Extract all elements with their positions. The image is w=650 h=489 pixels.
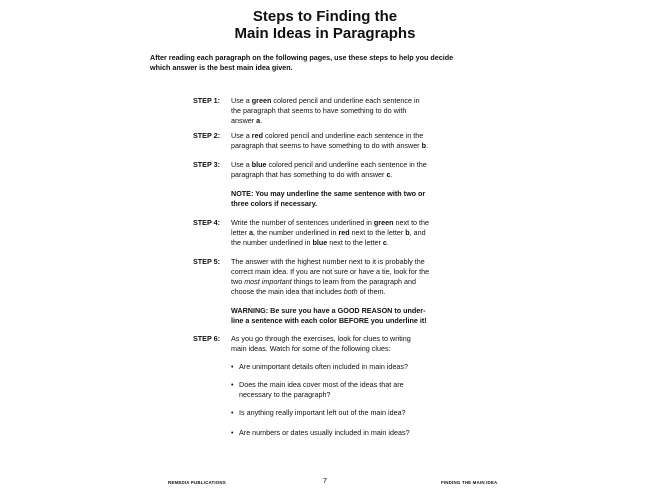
text-run: correct main idea. If you are not sure or have a tie, look for the bbox=[231, 267, 430, 276]
list-item bbox=[231, 428, 461, 438]
text-run: . bbox=[390, 170, 393, 179]
step-4-label: STEP 4: bbox=[193, 218, 221, 227]
text-run: things to learn from the paragraph and bbox=[291, 277, 416, 286]
text-run: answer bbox=[231, 116, 257, 125]
step-6-text bbox=[231, 334, 461, 354]
bullet-text: Are unimportant details often included in main ideas? bbox=[239, 362, 409, 371]
page-title-line-1: Steps to Finding the bbox=[252, 8, 398, 25]
step-3-label: STEP 3: bbox=[193, 160, 221, 169]
text-run: next to the letter bbox=[349, 228, 406, 237]
text-run: . bbox=[260, 116, 263, 125]
keyword-blue: blue bbox=[251, 160, 267, 169]
letter-b: b bbox=[405, 228, 410, 237]
step-2-text bbox=[231, 131, 461, 151]
bullet-text: Are numbers or dates usually included in main ideas? bbox=[239, 428, 410, 437]
text-run: As you go through the exercises, look for clues to writing bbox=[231, 334, 411, 343]
bullet-text: Is anything really important left out of the main idea? bbox=[239, 408, 406, 417]
bullet-text: necessary to the paragraph? bbox=[239, 390, 331, 399]
text-run: Use a bbox=[231, 131, 252, 140]
text-run: colored pencil and underline each sentence in the bbox=[266, 160, 427, 169]
text-run: letter bbox=[231, 228, 249, 237]
text-run: colored pencil and underline each sentence in the bbox=[262, 131, 424, 140]
text-run: the number underlined in bbox=[231, 238, 313, 247]
keyword-green: green bbox=[251, 96, 272, 105]
text-run: Write the number of sentences underlined in bbox=[231, 218, 374, 227]
text-run: Use a bbox=[231, 96, 252, 105]
step-3-text bbox=[231, 160, 461, 180]
step-5-label: STEP 5: bbox=[193, 257, 221, 266]
text-run: , the number underlined in bbox=[252, 228, 339, 237]
text-run: choose the main idea that includes bbox=[231, 287, 344, 296]
text-run: The answer with the highest number next to it is probably the bbox=[231, 257, 425, 266]
keyword-red: red bbox=[338, 228, 350, 237]
letter-c: c bbox=[386, 170, 391, 179]
text-run: next to the bbox=[393, 218, 430, 227]
keyword-blue: blue bbox=[312, 238, 328, 247]
emphasis-both: both bbox=[343, 287, 358, 296]
note-block bbox=[231, 189, 461, 209]
list-item bbox=[231, 380, 461, 400]
step-4-text bbox=[231, 218, 461, 248]
keyword-green: green bbox=[373, 218, 394, 227]
warning-block bbox=[231, 306, 461, 326]
bullet-icon: • bbox=[231, 362, 234, 371]
footer-section-title: FINDING THE MAIN IDEA bbox=[441, 480, 498, 485]
list-item bbox=[231, 408, 461, 418]
text-run: paragraph that seems to have something to do with answer bbox=[231, 141, 422, 150]
bullet-icon: • bbox=[231, 408, 234, 417]
text-run: Use a bbox=[231, 160, 252, 169]
list-item bbox=[231, 362, 461, 372]
warning-line-2: line a sentence with each color BEFORE you underline it! bbox=[231, 316, 427, 325]
text-run: next to the letter bbox=[327, 238, 383, 247]
keyword-red: red bbox=[251, 131, 263, 140]
text-run: colored pencil and underline each sentence in bbox=[271, 96, 420, 105]
text-run: , and bbox=[409, 228, 426, 237]
text-run: main ideas. Watch for some of the following clues: bbox=[231, 344, 391, 353]
step-6-label: STEP 6: bbox=[193, 334, 221, 343]
step-1-text bbox=[231, 96, 461, 126]
text-run: . bbox=[386, 238, 389, 247]
letter-a: a bbox=[256, 116, 261, 125]
bullet-icon: • bbox=[231, 380, 234, 389]
note-line-1: NOTE: You may underline the same sentence with two or bbox=[231, 189, 426, 198]
intro-line-2: which answer is the best main idea given. bbox=[150, 63, 293, 72]
emphasis-most-important: most important bbox=[244, 277, 292, 286]
text-run: . bbox=[425, 141, 428, 150]
warning-line-1: WARNING: Be sure you have a GOOD REASON to under- bbox=[231, 306, 426, 315]
letter-b: b bbox=[421, 141, 426, 150]
text-run: two bbox=[231, 277, 245, 286]
text-run: paragraph that has something to do with answer bbox=[231, 170, 387, 179]
intro-line-1: After reading each paragraph on the following pages, use these steps to help you decide bbox=[150, 53, 454, 62]
bullet-icon: • bbox=[231, 428, 234, 437]
letter-c: c bbox=[382, 238, 387, 247]
intro-paragraph bbox=[150, 53, 550, 73]
text-run: the paragraph that seems to have something to do with bbox=[231, 106, 407, 115]
step-2-label: STEP 2: bbox=[193, 131, 221, 140]
step-1-label: STEP 1: bbox=[193, 96, 221, 105]
letter-a: a bbox=[248, 228, 253, 237]
step-5-text bbox=[231, 257, 461, 297]
page-number: 7 bbox=[322, 476, 328, 485]
text-run: of them. bbox=[357, 287, 386, 296]
footer-publisher: REMEDIA PUBLICATIONS bbox=[168, 480, 226, 485]
note-line-2: three colors if necessary. bbox=[231, 199, 318, 208]
page-title-line-2: Main Ideas in Paragraphs bbox=[234, 25, 416, 42]
bullet-text: Does the main idea cover most of the ideas that are bbox=[239, 380, 404, 389]
